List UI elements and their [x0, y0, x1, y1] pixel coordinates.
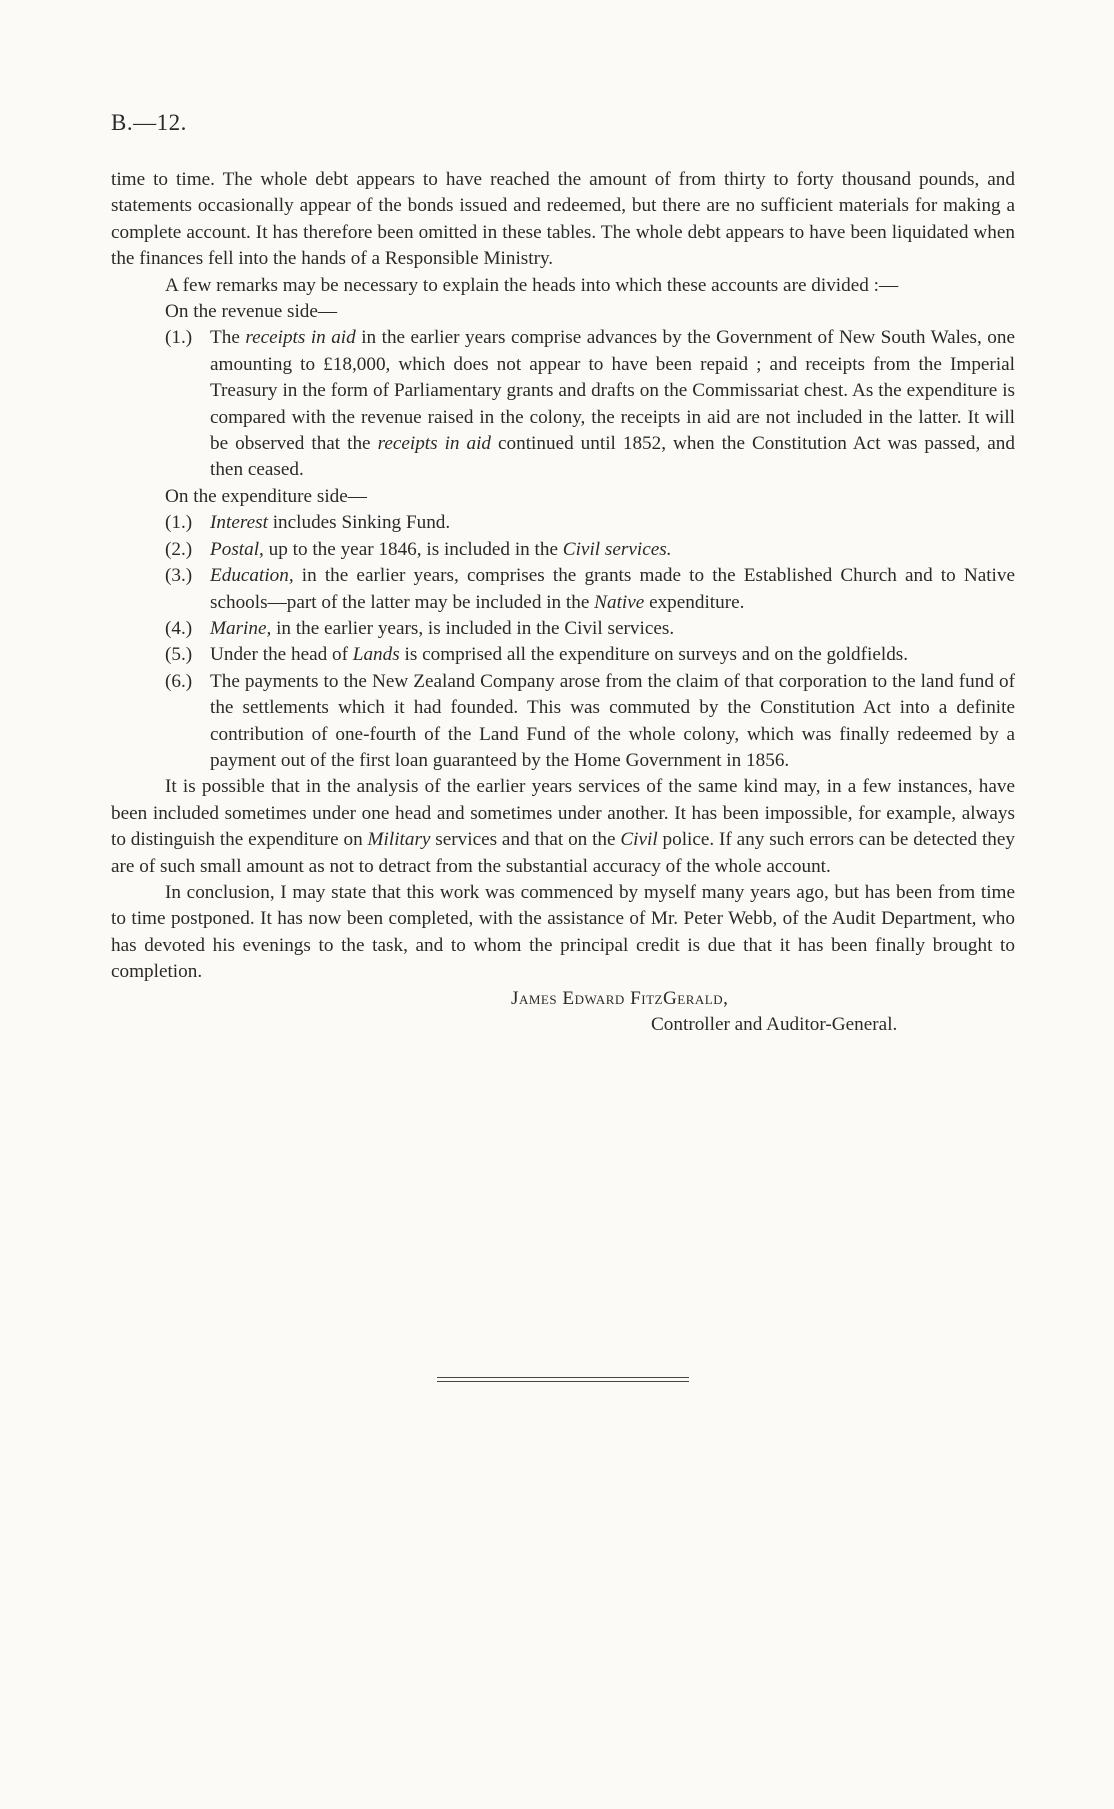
item-number: (2.) — [165, 538, 193, 560]
item-number: (1.) — [165, 512, 193, 534]
closing-rule — [437, 1377, 689, 1382]
emphasis: Civil services. — [562, 538, 672, 560]
item-text — [210, 325, 1015, 483]
emphasis: Lands — [352, 644, 400, 666]
emphasis: Marine, — [210, 617, 272, 639]
item-number: (3.) — [165, 565, 193, 587]
text-run: The — [210, 327, 246, 349]
expenditure-item-5 — [111, 642, 1015, 668]
emphasis: receipts in aid — [245, 327, 356, 349]
item-number: (4.) — [165, 617, 193, 639]
item-number: (6.) — [165, 670, 193, 692]
item-text — [210, 510, 1015, 536]
emphasis: Native — [594, 591, 645, 613]
text-run: includes Sinking Fund. — [267, 512, 451, 534]
text-run: up to the year 1846, is included in the — [263, 538, 563, 560]
page-reference: B.—12. — [111, 110, 187, 135]
signatory-title: Controller and Auditor-General. — [651, 1014, 898, 1035]
text-run: in the earlier years, is included in the Civil services. — [271, 617, 675, 639]
expenditure-item-6 — [111, 669, 1015, 775]
item-text — [210, 537, 1015, 563]
revenue-item-1 — [111, 325, 1015, 483]
emphasis: Interest — [210, 512, 268, 534]
emphasis: Civil — [620, 829, 658, 851]
expenditure-item-1 — [111, 510, 1015, 536]
emphasis: Military — [367, 829, 431, 851]
paragraph-analysis — [111, 774, 1015, 880]
text-run: Under the head of — [210, 644, 353, 666]
paragraph-remarks: A few remarks may be necessary to explain the heads into which these accounts are divided :— — [165, 274, 899, 296]
item-number: (5.) — [165, 644, 193, 666]
expenditure-item-3 — [111, 563, 1015, 616]
emphasis: receipts in aid — [377, 433, 492, 455]
text-run: services and that on the — [430, 829, 621, 851]
expenditure-item-4 — [111, 616, 1015, 642]
text-run: police. If any such errors can be detected they are of such small amount as not to detract from the substantial accuracy of the whole account. — [111, 829, 1015, 877]
expenditure-heading: On the expenditure side— — [165, 485, 367, 507]
paragraph-debt: time to time. The whole debt appears to have reached the amount of from thirty to forty thousand pounds, and statements occasionally appear of the bonds issued and redeemed, but there are no sufficient materials for making a complete account. It has therefore been omitted in these tables. The whole debt appears to have been liquidated when the finances fell into the hands of a Responsible Ministry. — [111, 169, 1015, 270]
paragraph-conclusion: In conclusion, I may state that this work was commenced by myself many years ago, but has been from time to time postponed. It has now been completed, with the assistance of Mr. Peter Webb, of the Audit Department, who has devoted his evenings to the task, and to whom the principal credit is due that it has been finally brought to completion. — [111, 881, 1015, 983]
text-run: in the earlier years comprise advances by the Government of New South Wales, one amounting to £18,000, which does not appear to have been repaid ; and receipts from the Imperial Treasury in the form of Parliamentary grants and drafts on the Commissariat chest. As the expenditure is compared with the revenue raised in the colony, the receipts in aid are not included in the latter. It will be observed that the — [210, 327, 1015, 455]
item-number: (1.) — [165, 327, 193, 349]
signature-block — [111, 986, 1015, 1039]
item-text: The payments to the New Zealand Company arose from the claim of that corporation to the land fund of the settlements which it had founded. This was commuted by the Constitution Act into a definite contribution of one-fourth of the Land Fund of the whole colony, which was finally redeemed by a payment out of the first loan guaranteed by the Home Government in 1856. — [210, 670, 1015, 771]
document-body — [111, 167, 1015, 1038]
text-run: is comprised all the expenditure on surveys and on the goldfields. — [399, 644, 909, 666]
expenditure-item-2 — [111, 537, 1015, 563]
item-text — [210, 616, 1015, 642]
revenue-heading: On the revenue side— — [165, 301, 338, 323]
text-run: expenditure. — [644, 591, 745, 613]
text-run: continued until 1852, when the Constitution Act was passed, and then ceased. — [210, 433, 1015, 481]
emphasis: Postal, — [210, 538, 264, 560]
item-text — [210, 642, 1015, 668]
text-run: It is possible that in the analysis of the earlier years services of the same kind may, in a few instances, have been included sometimes under one head and sometimes under another. It has been impossible, for example, always to distinguish the expenditure on — [111, 776, 1015, 851]
signatory-name: James Edward FitzGerald, — [511, 987, 729, 1009]
emphasis: Education, — [210, 565, 294, 587]
text-run: in the earlier years, comprises the grants made to the Established Church and to Native schools—part of the latter may be included in the — [210, 565, 1015, 613]
item-text — [210, 563, 1015, 616]
